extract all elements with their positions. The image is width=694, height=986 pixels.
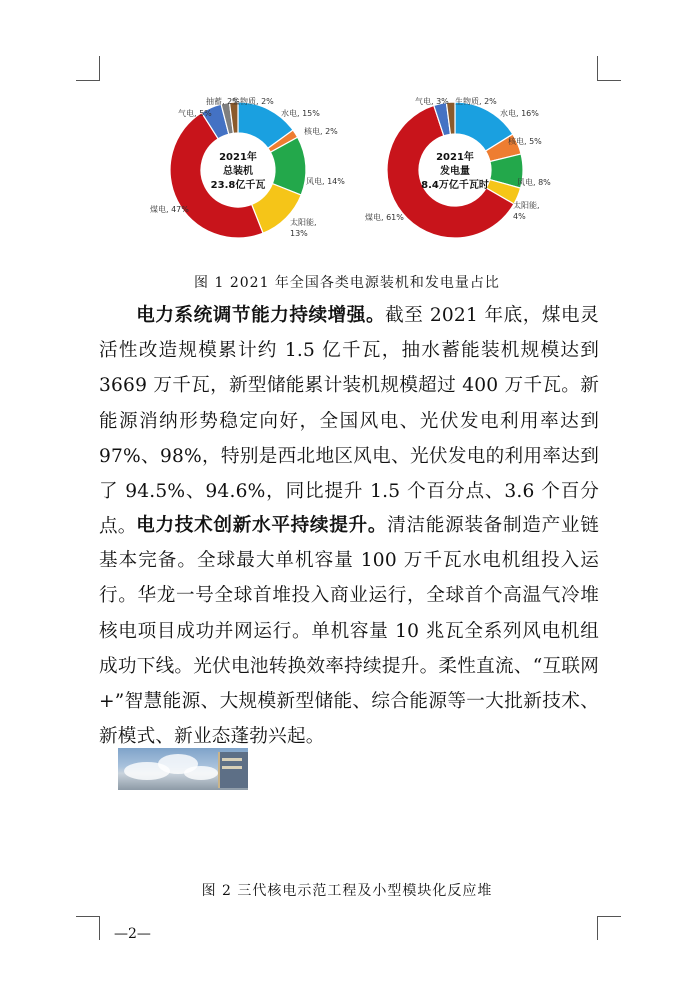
segment-label-风电: 风电, 14%	[306, 177, 345, 186]
paragraph-1-lead: 电力系统调节能力持续增强。	[136, 305, 386, 326]
segment-label-太阳能: 太阳能,	[290, 218, 317, 227]
donut-center-text: 发电量	[440, 166, 470, 177]
segment-label-太阳能: 太阳能,	[513, 201, 540, 210]
segment-label-太阳能: 13%	[290, 229, 308, 238]
paragraph-2-text: 清洁能源装备制造产业链基本完备。全球最大单机容量 100 万千瓦水电机组投入运行。华龙一号全球首堆投入商业运行，全球首个高温气冷堆核电项目成功并网运行。单机容量 10 兆瓦全系列风电机组成功下线。光伏电池转换效率持续提升。柔性直流、“互联网+”智慧能源、大规模新型储能、综合能源等一大批新技术、新模式、新业态蓬勃兴起。	[99, 515, 599, 748]
segment-label-煤电: 煤电, 61%	[365, 213, 404, 222]
segment-label-核电: 核电, 2%	[304, 127, 338, 136]
segment-label-生物质: 生物质, 2%	[455, 97, 497, 106]
segment-label-抽蓄: 抽蓄, 2%	[206, 97, 240, 106]
donut-center-text: 23.8亿千瓦	[210, 180, 266, 191]
segment-label-太阳能: 4%	[513, 212, 526, 221]
paragraph-1-text: 截至 2021 年底，煤电灵活性改造规模累计约 1.5 亿千瓦，抽水蓄能装机规模达到 3669 万千瓦，新型储能累计装机规模超过 400 万千瓦。新能源消纳形势稳定向好，全国风电、光伏发电利用率达到 97%、98%，特别是西北地区风电、光伏发电的利用率达到了 94.5%、94.6%，同比提升 1.5 个百分点、3.6 个百分点。	[99, 305, 599, 538]
segment-label-水电: 水电, 15%	[281, 109, 320, 118]
paragraph-2-lead: 电力技术创新水平持续提升。	[136, 515, 388, 536]
donut-center-text: 总装机	[223, 166, 253, 177]
page-number: —2—	[114, 926, 151, 942]
donut-center-text: 2021年	[436, 152, 474, 163]
crop-mark-top-right-h	[597, 80, 621, 81]
crop-mark-top-left-v	[99, 56, 100, 80]
segment-label-水电: 水电, 16%	[500, 109, 539, 118]
figure-2-caption: 图 2 三代核电示范工程及小型模块化反应堆	[201, 883, 493, 899]
crop-mark-bottom-left-v	[99, 916, 100, 940]
segment-label-气电: 气电, 5%	[178, 109, 212, 118]
crop-mark-bottom-right-h	[597, 916, 621, 917]
segment-label-风电: 风电, 8%	[517, 178, 551, 187]
figure-1-caption: 图 1 2021 年全国各类电源装机和发电量占比	[194, 275, 500, 291]
paragraph-tech-innovation	[99, 508, 599, 754]
crop-mark-top-left-h	[76, 80, 100, 81]
generation-donut-chart	[365, 92, 565, 262]
segment-label-气电: 气电, 3%	[415, 97, 449, 106]
figure-2-photo	[118, 748, 248, 790]
segment-label-煤电: 煤电, 47%	[150, 205, 189, 214]
installed-capacity-donut-chart	[150, 92, 345, 262]
crop-mark-bottom-left-h	[76, 916, 100, 917]
crop-mark-bottom-right-v	[597, 916, 598, 940]
crop-mark-top-right-v	[597, 56, 598, 80]
segment-label-生物质: 生物质, 2%	[232, 97, 274, 106]
segment-label-核电: 核电, 5%	[508, 137, 542, 146]
donut-center-text: 8.4万亿千瓦时	[421, 180, 489, 191]
donut-center-text: 2021年	[219, 152, 257, 163]
